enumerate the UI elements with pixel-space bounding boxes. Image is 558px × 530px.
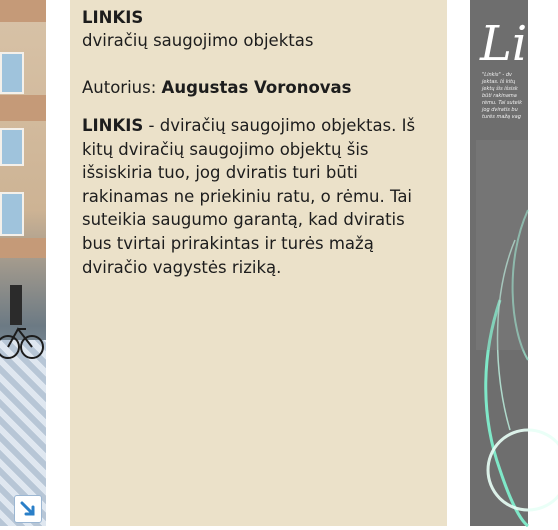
project-description-panel xyxy=(70,0,447,526)
building-facade xyxy=(0,0,46,22)
building-window xyxy=(0,128,24,166)
expand-image-button[interactable] xyxy=(14,495,42,523)
poster-blurb xyxy=(482,72,522,121)
project-title: LINKIS xyxy=(82,8,144,27)
building-window xyxy=(0,192,24,236)
description-bold-lead: LINKIS xyxy=(82,116,144,135)
project-author xyxy=(82,76,437,99)
building-facade xyxy=(0,238,46,258)
building-window xyxy=(0,52,24,94)
poster-title: Lin xyxy=(480,16,558,72)
project-subtitle: dviračių saugojimo objektas xyxy=(82,31,314,50)
project-poster-right[interactable] xyxy=(470,0,558,526)
poster-blurb-line: jog dviratis bu xyxy=(482,107,518,113)
project-photo-left[interactable] xyxy=(0,0,46,526)
description-body: - dviračių saugojimo objektas. Iš kitų dviračių saugojimo objektų šis išsiskiria tuo, jog dviratis turi būti rakinamas ne priekiniu ratu, o rėmu. Tai suteikia saugumo garantą, kad dviratis bus tvirtai prirakintas ir turės mažą dviračio vagystės riziką. xyxy=(82,116,416,277)
poster-blurb-line: jektas. Iš kitų xyxy=(482,79,516,85)
poster-blurb-line: turės mažą vag xyxy=(482,114,521,120)
poster-blurb-line: rėmu. Tai suteik xyxy=(482,100,523,106)
poster-blurb-line: būti rakinama xyxy=(482,93,517,99)
author-name: Augustas Voronovas xyxy=(161,78,352,97)
poster-blurb-line: jektų šis išsisk xyxy=(482,86,518,92)
bicycle-icon xyxy=(0,285,40,365)
poster-blurb-line: "Linkis" - dv xyxy=(482,72,512,78)
author-label: Autorius: xyxy=(82,78,157,97)
building-facade xyxy=(0,95,46,121)
expand-arrow-icon xyxy=(19,500,37,518)
project-description xyxy=(82,114,437,279)
